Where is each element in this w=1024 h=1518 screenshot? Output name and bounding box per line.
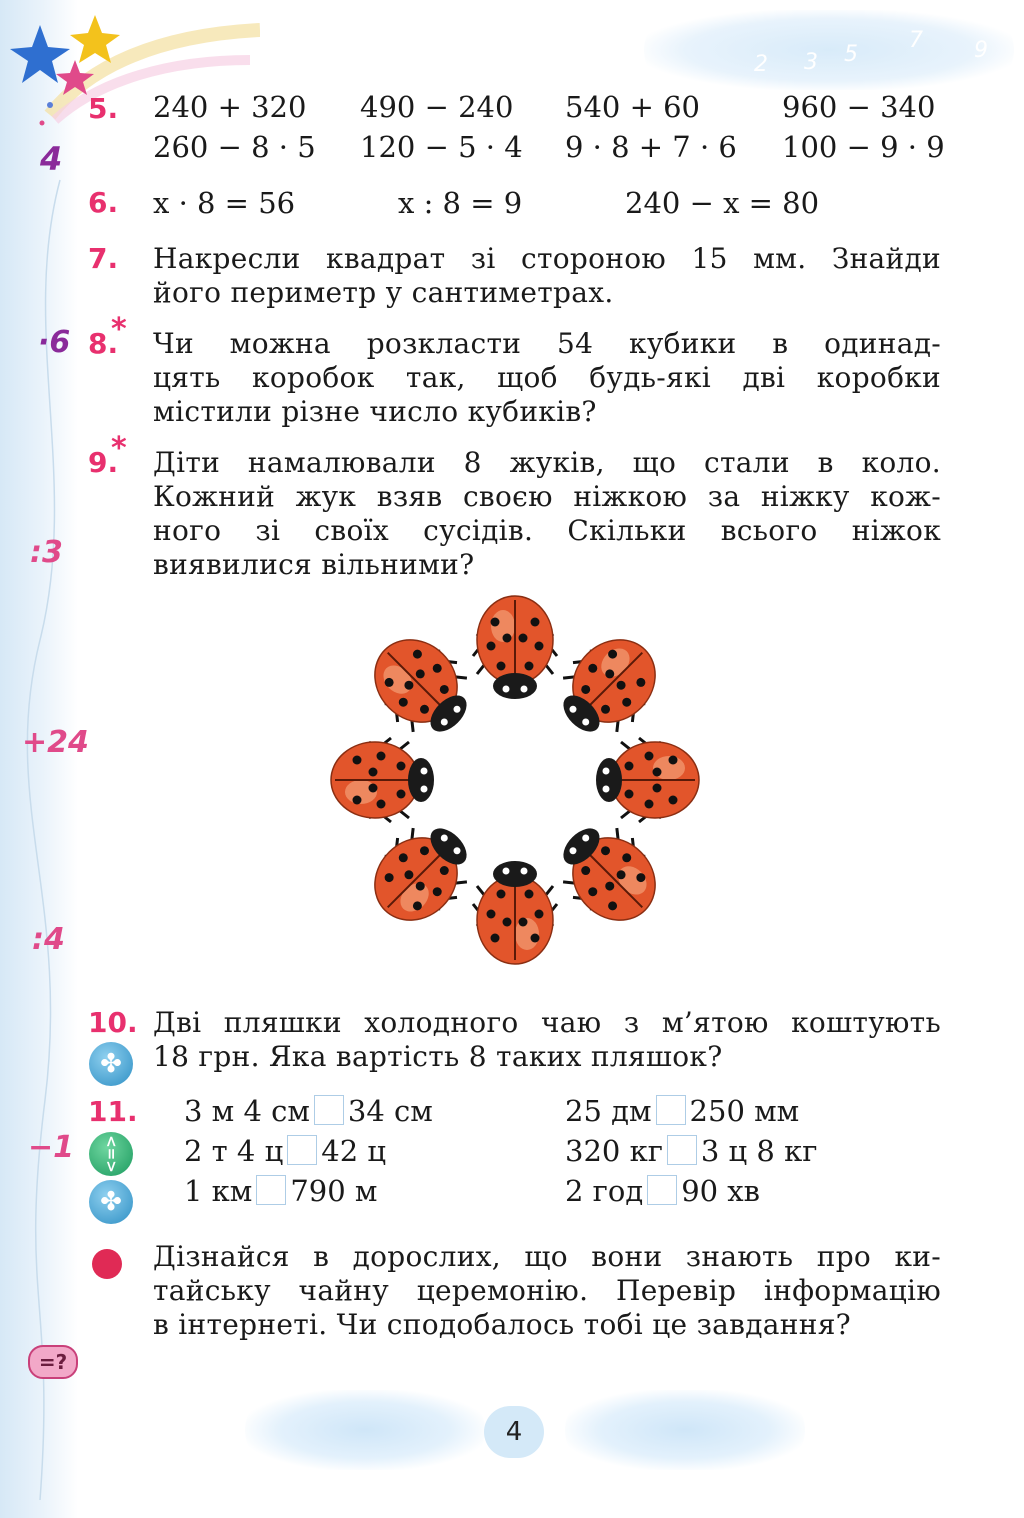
compare-row bbox=[184, 1174, 378, 1208]
task-5-expression: 100 − 9 · 9 bbox=[782, 130, 945, 164]
task-5-number: 5. bbox=[88, 92, 119, 125]
page-number: 4 bbox=[484, 1406, 544, 1458]
compare-row bbox=[565, 1134, 817, 1168]
task-6-equation: x : 8 = 9 bbox=[398, 186, 523, 220]
margin-label: −1 bbox=[28, 1130, 75, 1165]
ladybug bbox=[473, 596, 557, 699]
asterisk-icon: * bbox=[111, 431, 127, 466]
task-10-number: 10. bbox=[88, 1006, 138, 1039]
compare-right-value: 90 хв bbox=[681, 1174, 760, 1208]
compare-left-value: 2 год bbox=[565, 1174, 644, 1208]
compare-right-value: 34 см bbox=[347, 1094, 433, 1128]
task-8-line: цять коробок так, щоб будь-які дві коробки bbox=[153, 361, 941, 394]
cloud-digit: 9 bbox=[974, 38, 988, 63]
compare-answer-box[interactable] bbox=[287, 1135, 317, 1165]
task-9-line: Діти намалювали 8 жуків, що стали в коло. bbox=[153, 446, 941, 479]
extra-task-line: Дізнайся в дорослих, що вони знають про ки- bbox=[153, 1240, 941, 1273]
cloud-digit: 2 bbox=[754, 52, 768, 77]
compare-row bbox=[565, 1094, 799, 1128]
compare-row bbox=[184, 1094, 433, 1128]
bottom-cloud-decoration bbox=[245, 1390, 485, 1470]
asterisk-icon: * bbox=[111, 312, 127, 347]
top-cloud-decoration bbox=[644, 10, 1014, 90]
margin-label: :4 bbox=[32, 922, 65, 957]
task-7-line: Накресли квадрат зі стороною 15 мм. Знайди bbox=[153, 242, 941, 275]
task-6-number: 6. bbox=[88, 186, 119, 219]
compare-answer-box[interactable] bbox=[256, 1175, 286, 1205]
extra-task-line: тайську чайну церемонію. Перевір інформацію bbox=[153, 1274, 941, 1307]
extra-task-line: в інтернеті. Чи сподобалось тобі це завдання? bbox=[153, 1308, 851, 1341]
task-5-expression: 490 − 240 bbox=[360, 90, 514, 124]
margin-label: :3 bbox=[30, 535, 63, 570]
margin-label: +24 bbox=[22, 725, 89, 760]
task-5-expression: 540 + 60 bbox=[565, 90, 700, 124]
compare-left-value: 25 дм bbox=[565, 1094, 652, 1128]
compare-icon-text: <=> bbox=[102, 1135, 120, 1173]
puzzle-icon: ✤ bbox=[89, 1042, 133, 1086]
margin-label: 4 bbox=[40, 140, 63, 178]
compare-answer-box[interactable] bbox=[667, 1135, 697, 1165]
ladybug bbox=[331, 738, 434, 822]
compare-row bbox=[184, 1134, 386, 1168]
margin-label: ·6 bbox=[38, 325, 71, 360]
compare-answer-box[interactable] bbox=[647, 1175, 677, 1205]
compare-row bbox=[565, 1174, 760, 1208]
compare-left-value: 3 м 4 см bbox=[184, 1094, 310, 1128]
puzzle-icon: ✤ bbox=[89, 1180, 133, 1224]
compare-answer-box[interactable] bbox=[656, 1095, 686, 1125]
compare-icon bbox=[89, 1132, 133, 1176]
self-check-badge: =? bbox=[28, 1345, 78, 1379]
task-6-equation: 240 − x = 80 bbox=[625, 186, 820, 220]
ladybug bbox=[543, 808, 675, 940]
compare-left-value: 320 кг bbox=[565, 1134, 663, 1168]
ladybug bbox=[355, 620, 487, 752]
compare-right-value: 790 м bbox=[290, 1174, 378, 1208]
task-5-expression: 240 + 320 bbox=[153, 90, 307, 124]
ladybug bbox=[473, 861, 557, 964]
task-9-number: 9. bbox=[88, 446, 119, 479]
cloud-digit: 5 bbox=[844, 42, 858, 67]
task-5-expression: 960 − 340 bbox=[782, 90, 936, 124]
task-9-line: ного зі своїх сусідів. Скільки всього ніжок bbox=[153, 514, 941, 547]
ladybug bbox=[355, 808, 487, 940]
compare-right-value: 250 мм bbox=[689, 1094, 800, 1128]
compare-left-value: 2 т 4 ц bbox=[184, 1134, 284, 1168]
task-8-line: містили різне число кубиків? bbox=[153, 395, 597, 428]
task-8-line: Чи можна розкласти 54 кубики в одинад- bbox=[153, 327, 941, 360]
red-dot-icon bbox=[92, 1249, 122, 1279]
compare-answer-box[interactable] bbox=[314, 1095, 344, 1125]
cloud-digit: 3 bbox=[804, 50, 818, 75]
task-11-number: 11. bbox=[88, 1095, 138, 1128]
compare-right-value: 42 ц bbox=[321, 1134, 387, 1168]
cloud-digit: 7 bbox=[909, 28, 923, 53]
ladybug bbox=[543, 620, 675, 752]
task-5-expression: 260 − 8 · 5 bbox=[153, 130, 316, 164]
bottom-cloud-decoration bbox=[565, 1390, 805, 1470]
task-5-expression: 120 − 5 · 4 bbox=[360, 130, 523, 164]
task-7-number: 7. bbox=[88, 242, 119, 275]
task-7-line: його периметр у сантиметрах. bbox=[153, 276, 614, 309]
task-8-number: 8. bbox=[88, 327, 119, 360]
ladybug bbox=[596, 738, 699, 822]
task-10-line: Дві пляшки холодного чаю з м’ятою коштують bbox=[153, 1006, 941, 1039]
task-9-line: Кожний жук взяв своєю ніжкою за ніжку кож- bbox=[153, 480, 941, 513]
ladybug-ring-illustration bbox=[320, 595, 710, 975]
task-6-equation: x · 8 = 56 bbox=[153, 186, 296, 220]
task-5-expression: 9 · 8 + 7 · 6 bbox=[565, 130, 737, 164]
task-10-line: 18 грн. Яка вартість 8 таких пляшок? bbox=[153, 1040, 723, 1073]
compare-right-value: 3 ц 8 кг bbox=[700, 1134, 818, 1168]
task-9-line: виявилися вільними? bbox=[153, 548, 475, 581]
compare-left-value: 1 км bbox=[184, 1174, 253, 1208]
